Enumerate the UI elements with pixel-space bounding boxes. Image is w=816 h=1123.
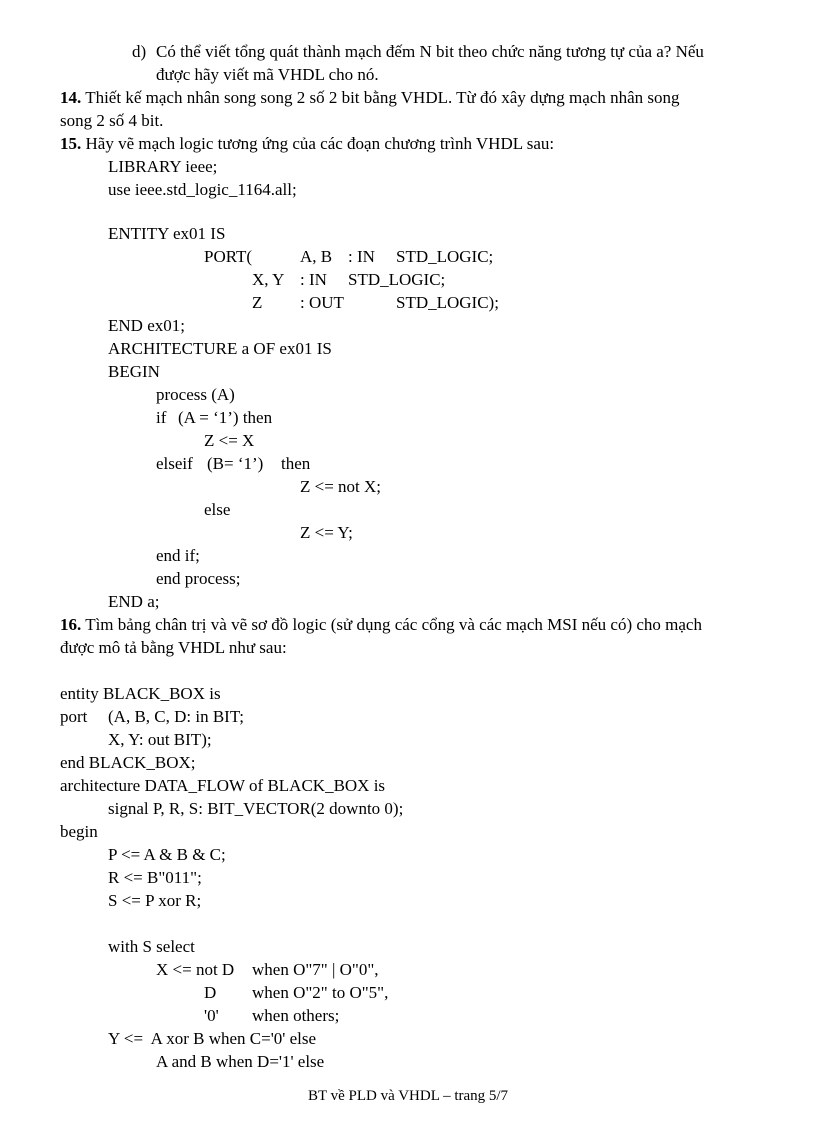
code-end-entity: END ex01; bbox=[108, 316, 185, 335]
code-port-kw: PORT( bbox=[204, 247, 253, 266]
code2-x-assign: X <= not D bbox=[156, 960, 235, 979]
code2-signal: signal P, R, S: BIT_VECTOR(2 downto 0); bbox=[108, 799, 404, 818]
code-assign3: Z <= Y; bbox=[300, 523, 353, 542]
code-use: use ieee.std_logic_1164.all; bbox=[108, 180, 297, 199]
code-assign1: Z <= X bbox=[204, 431, 255, 450]
code2-begin: begin bbox=[60, 822, 98, 841]
code-end-arch: END a; bbox=[108, 592, 160, 611]
exercise-14-number: 14. bbox=[60, 88, 82, 107]
code-process: process (A) bbox=[156, 385, 235, 404]
code-library: LIBRARY ieee; bbox=[108, 157, 218, 176]
code-assign2: Z <= not X; bbox=[300, 477, 382, 496]
code2-x-when2: when O"2" to O"5", bbox=[252, 983, 389, 1002]
code2-end-entity: end BLACK_BOX; bbox=[60, 753, 196, 772]
exercise-14 bbox=[60, 87, 680, 109]
code-port2-dir: : IN bbox=[300, 270, 327, 289]
code-port2-name: X, Y bbox=[252, 270, 285, 289]
code-port3-dir: : OUT bbox=[300, 293, 344, 312]
code-architecture: ARCHITECTURE a OF ex01 IS bbox=[108, 339, 332, 358]
code2-r-assign: R <= B"011"; bbox=[108, 868, 202, 887]
code-end-if: end if; bbox=[156, 546, 200, 565]
code2-architecture: architecture DATA_FLOW of BLACK_BOX is bbox=[60, 776, 386, 795]
code-port2-type: STD_LOGIC; bbox=[348, 270, 446, 289]
code2-p-assign: P <= A & B & C; bbox=[108, 845, 226, 864]
code2-y-line2: A and B when D='1' else bbox=[156, 1052, 325, 1071]
exercise-15-number: 15. bbox=[60, 134, 82, 153]
exercise-14-text-cont: song 2 số 4 bit. bbox=[60, 111, 164, 130]
code-if-cond: (A = ‘1’) then bbox=[178, 408, 273, 427]
code2-x-when1: when O"7" | O"0", bbox=[252, 960, 379, 979]
item-d-marker: d) bbox=[132, 42, 147, 61]
code2-x-when3: when others; bbox=[252, 1006, 340, 1025]
code2-with-select: with S select bbox=[108, 937, 195, 956]
code-port1-name: A, B bbox=[300, 247, 333, 266]
code2-port-kw: port bbox=[60, 707, 88, 726]
code2-port-outputs: X, Y: out BIT); bbox=[108, 730, 212, 749]
code-port1-dir: : IN bbox=[348, 247, 375, 266]
code2-port-inputs: (A, B, C, D: in BIT; bbox=[108, 707, 245, 726]
code2-y-assign: Y <= A xor B when C='0' else bbox=[108, 1029, 317, 1048]
exercise-14-text: Thiết kế mạch nhân song song 2 số 2 bit bằng VHDL. Từ đó xây dựng mạch nhân song bbox=[85, 88, 680, 107]
exercise-16 bbox=[60, 614, 702, 636]
code-entity: ENTITY ex01 IS bbox=[108, 224, 226, 243]
exercise-16-number: 16. bbox=[60, 615, 82, 634]
code-port3-name: Z bbox=[252, 293, 263, 312]
code-elseif-cond: (B= ‘1’) bbox=[207, 454, 264, 473]
code-end-process: end process; bbox=[156, 569, 241, 588]
code-begin: BEGIN bbox=[108, 362, 160, 381]
exercise-15 bbox=[60, 133, 554, 155]
code-if-kw: if bbox=[156, 408, 167, 427]
exercise-15-text: Hãy vẽ mạch logic tương ứng của các đoạn chương trình VHDL sau: bbox=[85, 134, 555, 153]
page-footer: BT về PLD và VHDL – trang 5/7 bbox=[307, 1088, 509, 1104]
item-d-line2: được hãy viết mã VHDL cho nó. bbox=[156, 65, 379, 84]
code-else-kw: else bbox=[204, 500, 231, 519]
code2-choice-d: D bbox=[204, 983, 217, 1002]
code2-entity: entity BLACK_BOX is bbox=[60, 684, 221, 703]
code-port3-type: STD_LOGIC); bbox=[396, 293, 499, 312]
exercise-16-text-cont: được mô tả bằng VHDL như sau: bbox=[60, 638, 287, 657]
code2-s-assign: S <= P xor R; bbox=[108, 891, 202, 910]
exercise-16-text: Tìm bảng chân trị và vẽ sơ đồ logic (sử dụng các cổng và các mạch MSI nếu có) cho mạch bbox=[85, 615, 702, 634]
item-d-line1: Có thể viết tổng quát thành mạch đếm N bit theo chức năng tương tự của a? Nếu bbox=[156, 42, 704, 61]
code-elseif-then: then bbox=[281, 454, 311, 473]
code2-choice-zero: '0' bbox=[204, 1006, 219, 1025]
code-port1-type: STD_LOGIC; bbox=[396, 247, 494, 266]
code-elseif-kw: elseif bbox=[156, 454, 193, 473]
